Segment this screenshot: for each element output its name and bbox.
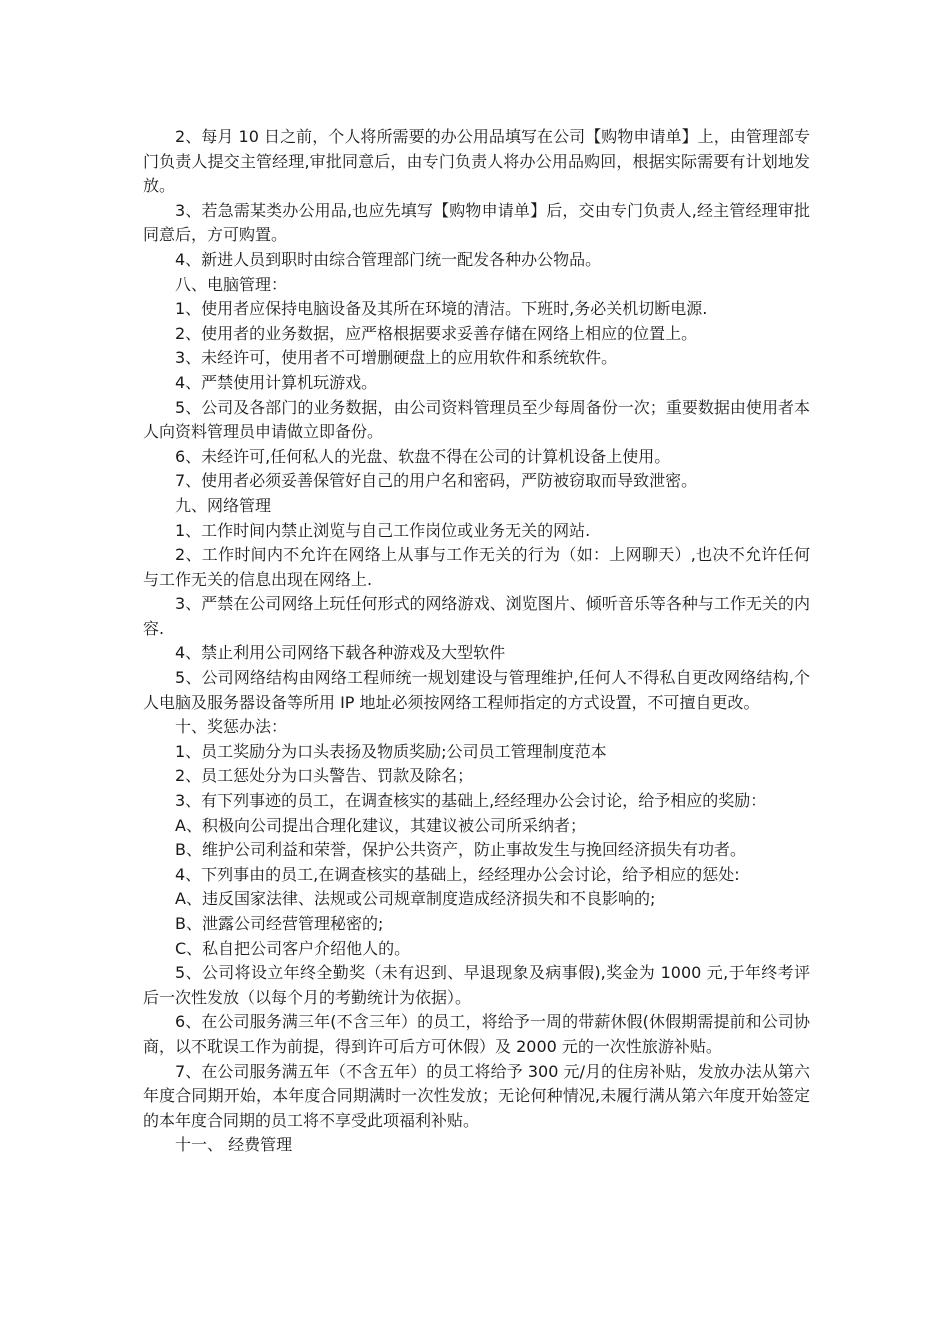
section-heading: 十一、 经费管理 <box>175 1135 293 1155</box>
paragraph: 3、若急需某类办公用品,也应先填写【购物申请单】后，交由专门负责人,经主管经理审批同意后，方可购置。 <box>143 200 810 245</box>
section-heading: 九、网络管理 <box>175 495 272 515</box>
paragraph: A、积极向公司提出合理化建议，其建议被公司所采纳者； <box>175 815 586 835</box>
paragraph: 3、有下列事迹的员工，在调查核实的基础上,经经理办公会讨论，给予相应的奖励： <box>175 791 767 811</box>
paragraph: 6、在公司服务满三年(不含三年）的员工，将给予一周的带薪休假(休假期需提前和公司协商，以不耽误工作为前提，得到许可后方可休假）及 2000 元的一次性旅游补贴。 <box>143 1012 810 1056</box>
paragraph: 7、使用者必须妥善保管好自己的用户名和密码，严防被窃取而导致泄密。 <box>175 471 698 491</box>
paragraph: 7、在公司服务满五年（不含五年）的员工将给予 300 元/月的住房补贴，发放办法从第六年度合同期开始，本年度合同期满时一次性发放；无论何种情况,未履行满从第六年度开始签定的本年度合同期的员工将不享受此项福利补贴。 <box>143 1061 810 1130</box>
document-page <box>143 125 810 1158</box>
paragraph: 1、员工奖励分为口头表扬及物质奖励;公司员工管理制度范本 <box>175 741 607 761</box>
paragraph: 5、公司网络结构由网络工程师统一规划建设与管理维护,任何人不得私自更改网络结构,个人电脑及服务器设备等所用 IP 地址必须按网络工程师指定的方式设置，不可擅自更改。 <box>143 668 810 712</box>
paragraph: A、违反国家法律、法规或公司规章制度造成经济损失和不良影响的; <box>175 889 656 909</box>
paragraph: 4、新进人员到职时由综合管理部门统一配发各种办公物品。 <box>175 249 602 269</box>
paragraph: 2、每月 10 日之前，个人将所需要的办公用品填写在公司【购物申请单】上，由管理部专门负责人提交主管经理,审批同意后，由专门负责人将办公用品购回，根据实际需要有计划地发放。 <box>143 127 810 196</box>
section-heading: 八、电脑管理： <box>175 274 288 294</box>
paragraph: 1、使用者应保持电脑设备及其所在环境的清洁。下班时,务必关机切断电源. <box>175 299 708 319</box>
paragraph: 3、严禁在公司网络上玩任何形式的网络游戏、浏览图片、倾听音乐等各种与工作无关的内容. <box>143 594 810 638</box>
paragraph: 6、未经许可,任何私人的光盘、软盘不得在公司的计算机设备上使用。 <box>175 446 671 466</box>
paragraph: 2、员工惩处分为口头警告、罚款及除名； <box>175 766 474 786</box>
paragraph: 3、未经许可，使用者不可增删硬盘上的应用软件和系统软件。 <box>175 348 618 368</box>
paragraph: 4、下列事由的员工,在调查核实的基础上，经经理办公会讨论，给予相应的惩处: <box>175 864 740 884</box>
paragraph: 4、严禁使用计算机玩游戏。 <box>175 372 378 392</box>
paragraph: B、维护公司利益和荣誉，保护公共资产，防止事故发生与挽回经济损失有功者。 <box>175 840 746 860</box>
paragraph: 2、工作时间内不允许在网络上从事与工作无关的行为（如：上网聊天）,也决不允许任何与工作无关的信息出现在网络上. <box>143 545 810 589</box>
paragraph: 2、使用者的业务数据，应严格根据要求妥善存储在网络上相应的位置上。 <box>175 323 698 343</box>
paragraph: 4、禁止利用公司网络下载各种游戏及大型软件 <box>175 643 506 663</box>
paragraph: 5、公司将设立年终全勤奖（未有迟到、早退现象及病事假),奖金为 1000 元,于年终考评后一次性发放（以每个月的考勤统计为依据）。 <box>143 963 810 1007</box>
paragraph: 1、工作时间内禁止浏览与自己工作岗位或业务无关的网站. <box>175 520 591 540</box>
paragraph: C、私自把公司客户介绍他人的。 <box>175 938 411 958</box>
paragraph: B、泄露公司经营管理秘密的; <box>175 914 384 933</box>
paragraph: 5、公司及各部门的业务数据，由公司资料管理员至少每周备份一次；重要数据由使用者本人向资料管理员申请做立即备份。 <box>143 397 810 442</box>
section-heading: 十、奖惩办法： <box>175 717 288 737</box>
